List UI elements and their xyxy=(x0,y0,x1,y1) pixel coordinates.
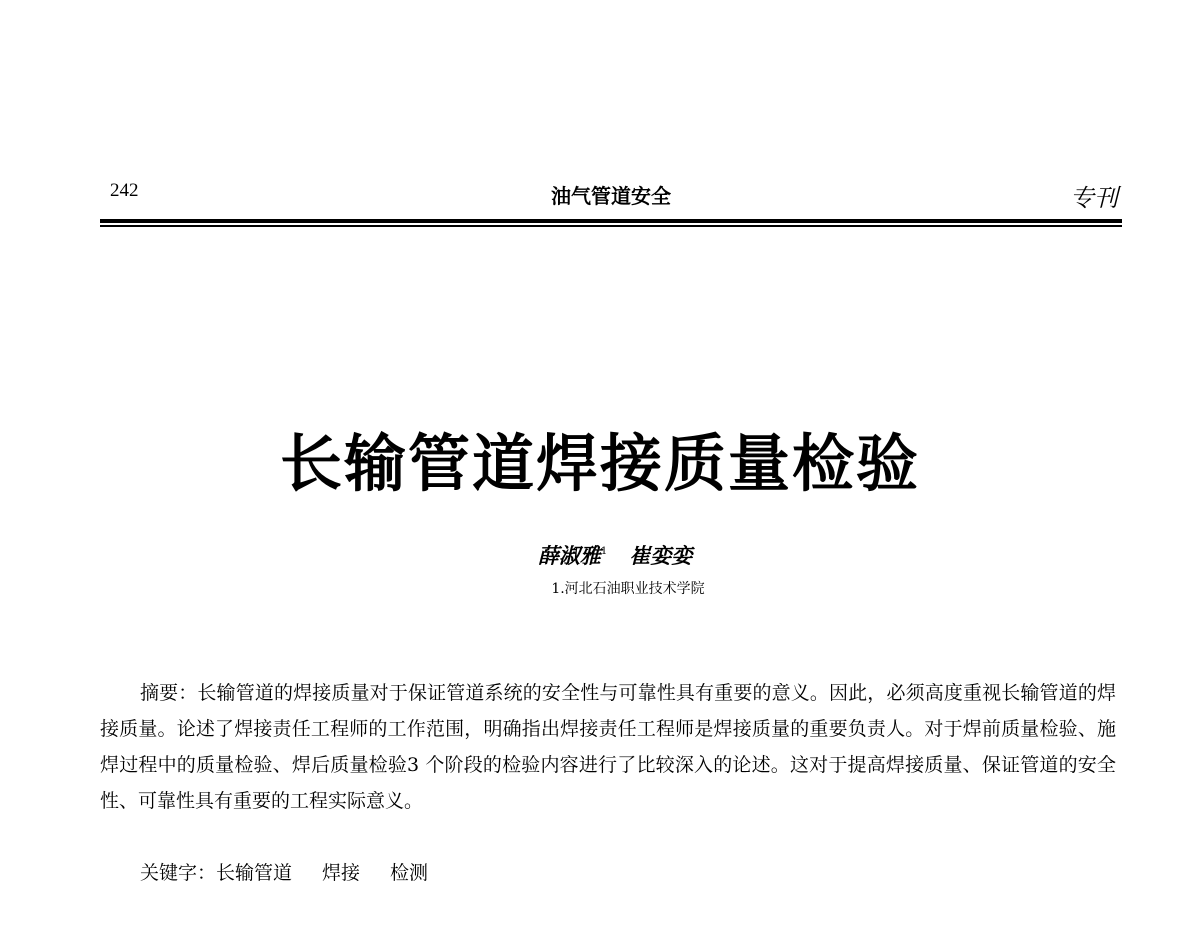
issue-label: 专刊 xyxy=(1070,184,1118,212)
affiliation: 1.河北石油职业技术学院 xyxy=(551,581,705,597)
keyword: 焊接 xyxy=(322,862,361,884)
author-list xyxy=(0,540,1200,570)
author-name: 薛淑雅 xyxy=(537,543,601,568)
running-header xyxy=(100,178,1122,212)
author xyxy=(538,543,607,568)
journal-name: 油气管道安全 xyxy=(551,184,671,208)
author-affiliation-mark: 1 xyxy=(600,546,608,557)
page-number: 242 xyxy=(110,180,139,201)
keyword: 长输管道 xyxy=(216,862,293,884)
keywords xyxy=(140,856,458,890)
header-rule-thick xyxy=(100,219,1122,223)
article-title: 长输管道焊接质量检验 xyxy=(279,427,920,500)
abstract xyxy=(100,675,1116,819)
abstract-label: 摘要： xyxy=(140,682,198,704)
author xyxy=(629,543,692,568)
keywords-label: 关键字： xyxy=(140,862,217,884)
abstract-text: 长输管道的焊接质量对于保证管道系统的安全性与可靠性具有重要的意义。因此，必须高度重视长输管道的焊接质量。论述了焊接责任工程师的工作范围，明确指出焊接责任工程师是焊接质量的重要负责人。对于焊前质量检验、施焊过程中的质量检验、焊后质量检验3 个阶段的检验内容进行了比较深入的论述。这对于提高焊接质量、保证管道的安全性、可靠性具有重要的工程实际意义。 xyxy=(100,682,1116,812)
author-name: 崔娈娈 xyxy=(629,543,693,568)
keyword: 检测 xyxy=(390,862,429,884)
header-rule-thin xyxy=(100,225,1122,227)
